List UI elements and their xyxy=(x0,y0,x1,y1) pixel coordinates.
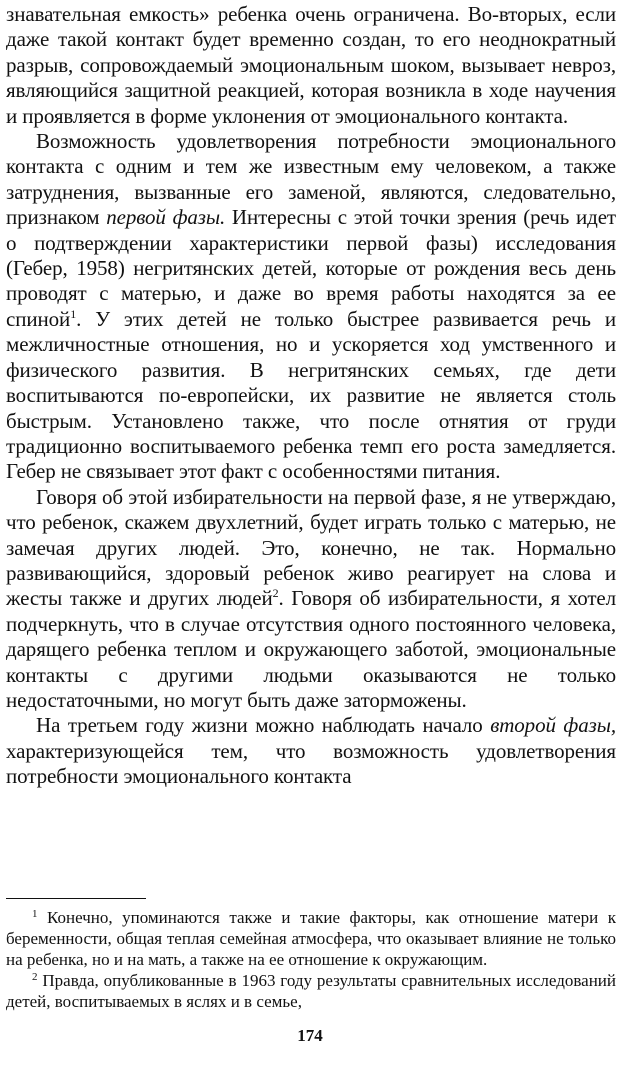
footnote-1 xyxy=(6,907,616,970)
paragraph-1-text: знавательная емкость» ребенка очень ограничена. Во-вторых, если даже такой контакт будет временно создан, то его неоднократный разрыв, сопровождаемый эмоциональным шоком, вызывает невроз, являющийся защитной реакцией, которая возникла в ходе научения и проявляется в форме уклонения от эмоционального контакта. xyxy=(6,2,616,128)
footnote-2-mark: 2 xyxy=(32,971,38,983)
footnote-1-text: Конечно, упоминаются также и такие факторы, как отношение матери к беременности, общая теплая семейная атмосфера, что оказывает влияние не только на ребенка, но и на мать, а также на ее отношение к окружающим. xyxy=(6,908,616,969)
main-text xyxy=(6,2,616,790)
paragraph-2-text-c: . У этих детей не только быстрее развивается речь и межличностные отношения, но и ускоряется ход умственного и физического развития. В негритянских семьях, где дети воспитываются по-европейски, их развитие не является столь быстрым. Установлено также, что после отнятия от груди традиционно воспитываемого ребенка темп его роста замедляется. Гебер не связывает этот факт с особенностями питания. xyxy=(6,306,616,484)
footnote-divider xyxy=(6,898,146,899)
paragraph-3-text-b: . Говоря об избирательности, я хотел подчеркнуть, что в случае отсутствия одного постоянного человека, дарящего ребенка теплом и окружающего заботой, эмоциональные контакты с другими людьми оказываются не только недостаточными, но могут быть даже заторможены. xyxy=(6,586,616,712)
paragraph-2-text-b: Интересны с этой точки зрения (речь идет о подтверждении характеристики первой фазы) исследования (Гебер, 1958) негритянских детей, которые от рождения весь день проводят с матерью, и даже во время работы находятся за ее спиной xyxy=(6,205,616,331)
italic-term-first-phase: первой фазы. xyxy=(106,205,226,230)
paragraph-3 xyxy=(6,485,616,714)
paragraph-4-text-a: На третьем году жизни можно наблюдать начало xyxy=(36,713,491,738)
paragraph-2 xyxy=(6,129,616,485)
paragraph-4 xyxy=(6,713,616,789)
footnotes xyxy=(6,907,616,1012)
paragraph-4-text-b: характеризующейся тем, что возможность удовлетворения потребности эмоционального контакта xyxy=(6,738,616,789)
italic-term-second-phase: второй фазы, xyxy=(490,713,616,738)
footnote-2-text: Правда, опубликованные в 1963 году результаты сравнительных исследований детей, воспитываемых в яслях и в семье, xyxy=(6,971,616,1011)
footnote-ref-2[interactable]: 2 xyxy=(272,586,279,601)
paragraph-3-text-a: Говоря об этой избирательности на первой фазе, я не утверждаю, что ребенок, скажем двухлетний, будет играть только с матерью, не замечая других людей. Это, конечно, не так. Нормально развивающийся, здоровый ребенок живо реагирует на слова и жесты также и других людей xyxy=(6,484,616,611)
footnote-2 xyxy=(6,970,616,1012)
paragraph-2-text-a: Возможность удовлетворения потребности эмоционального контакта с одним и тем же известным ему человеком, а также затруднения, вызванные его заменой, являются, следовательно, признаком xyxy=(6,129,616,230)
paragraph-1 xyxy=(6,2,616,129)
page-number: 174 xyxy=(297,1026,323,1045)
footnote-ref-1[interactable]: 1 xyxy=(70,306,77,321)
footnote-1-mark: 1 xyxy=(32,908,38,920)
